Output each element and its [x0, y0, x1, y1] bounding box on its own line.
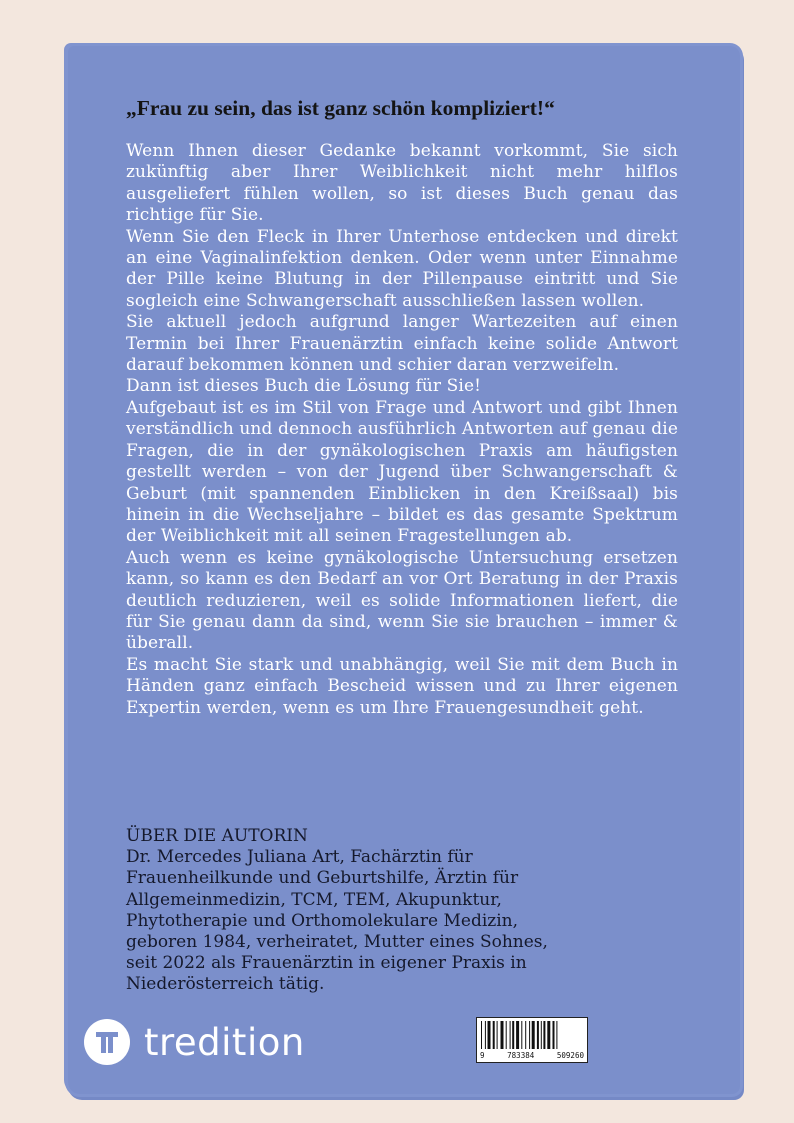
barcode-bar	[497, 1021, 498, 1049]
barcode-digit-group: 509260	[556, 1051, 584, 1060]
barcode-bar	[553, 1021, 555, 1049]
about-line: Allgemeinmedizin, TCM, TEM, Akupunktur,	[126, 889, 502, 910]
barcode-bar	[506, 1021, 507, 1049]
blurb-paragraph: Auch wenn es keine gynäkologische Untersuchung ersetzen kann, so kann es den Bedarf an vor Ort Beratung in der Praxis deutlich reduzieren, weil es solide Informationen liefert, die für Sie genau dann da sind, wenn Sie sie brauchen – immer & überall.	[126, 547, 678, 654]
blurb-paragraph: Aufgebaut ist es im Stil von Frage und Antwort und gibt Ihnen verständlich und dennoch ausführlich Antworten auf genau die Fragen, die in der gynäkologischen Praxis am häufigsten gestellt werden – von der Jugend über Schwangerschaft & Geburt (mit spannenden Einblicken in den Kreißsaal) bis hinein in die Wechseljahre – bildet es das gesamte Spektrum der Weiblichkeit mit all seinen Fragestellungen ab.	[126, 397, 678, 547]
barcode-bar	[537, 1021, 539, 1049]
tredition-logo-icon	[84, 1019, 130, 1065]
barcode-bar	[510, 1021, 511, 1049]
barcode-digit-group: 9	[480, 1051, 485, 1060]
barcode-bar	[481, 1021, 482, 1049]
barcode-bar	[521, 1021, 522, 1049]
barcode-digit-group: 783384	[507, 1051, 535, 1060]
about-line: Frauenheilkunde und Geburtshilfe, Ärztin für	[126, 868, 519, 889]
about-line: Niederösterreich tätig.	[126, 974, 325, 995]
barcode-bar	[547, 1021, 550, 1049]
about-line: seit 2022 als Frauenärztin in eigener Praxis in	[126, 953, 527, 974]
headline: „Frau zu sein, das ist ganz schön kompliziert!“	[126, 96, 555, 120]
barcode-bar	[541, 1021, 542, 1049]
barcode-bar	[488, 1021, 491, 1049]
isbn-barcode	[476, 1017, 588, 1063]
blurb-paragraph: Dann ist dieses Buch die Lösung für Sie!	[126, 376, 482, 397]
barcode-bar	[516, 1021, 519, 1049]
barcode-bar	[512, 1021, 514, 1049]
barcode-bar	[532, 1021, 535, 1049]
about-line: Phytotherapie und Orthomolekulare Medizin,	[126, 910, 519, 931]
barcode-bar	[485, 1021, 486, 1049]
barcode-digits	[480, 1051, 584, 1060]
about-line: geboren 1984, verheiratet, Mutter eines Sohnes,	[126, 932, 548, 953]
barcode-bar	[501, 1021, 504, 1049]
barcode-bar	[543, 1021, 545, 1049]
blurb-paragraph: Sie aktuell jedoch aufgrund langer Wartezeiten auf einen Termin bei Ihrer Frauenärztin einfach keine solide Antwort darauf bekommen können und schier daran verzweifeln.	[126, 312, 678, 376]
barcode-bars	[481, 1021, 583, 1049]
blurb	[126, 141, 678, 719]
barcode-bar	[556, 1021, 557, 1049]
blurb-paragraph: Es macht Sie stark und unabhängig, weil Sie mit dem Buch in Händen ganz einfach Bescheid wissen und zu Ihrer eigenen Expertin werden, wenn es um Ihre Frauengesundheit geht.	[126, 654, 678, 718]
barcode-bar	[493, 1021, 495, 1049]
blurb-paragraph: Wenn Sie den Fleck in Ihrer Unterhose entdecken und direkt an eine Vaginalinfektion denken. Oder wenn unter Einnahme der Pille keine Blutung in der Pillenpause eintritt und Sie sogleich eine Schwangerschaft ausschließen lassen wollen.	[126, 226, 678, 311]
publisher-name: tredition	[144, 1020, 305, 1064]
about-author	[126, 826, 686, 996]
publisher-brand	[84, 1018, 305, 1066]
about-heading: ÜBER DIE AUTORIN	[126, 826, 308, 846]
barcode-bar	[529, 1021, 530, 1049]
blurb-paragraph: Wenn Ihnen dieser Gedanke bekannt vorkommt, Sie sich zukünftig aber Ihrer Weiblichkeit nicht mehr hilflos ausgeliefert fühlen wollen, so ist dieses Buch genau das richtige für Sie.	[126, 141, 678, 226]
barcode-bar	[525, 1021, 526, 1049]
about-line: Dr. Mercedes Juliana Art, Fachärztin für	[126, 847, 473, 868]
